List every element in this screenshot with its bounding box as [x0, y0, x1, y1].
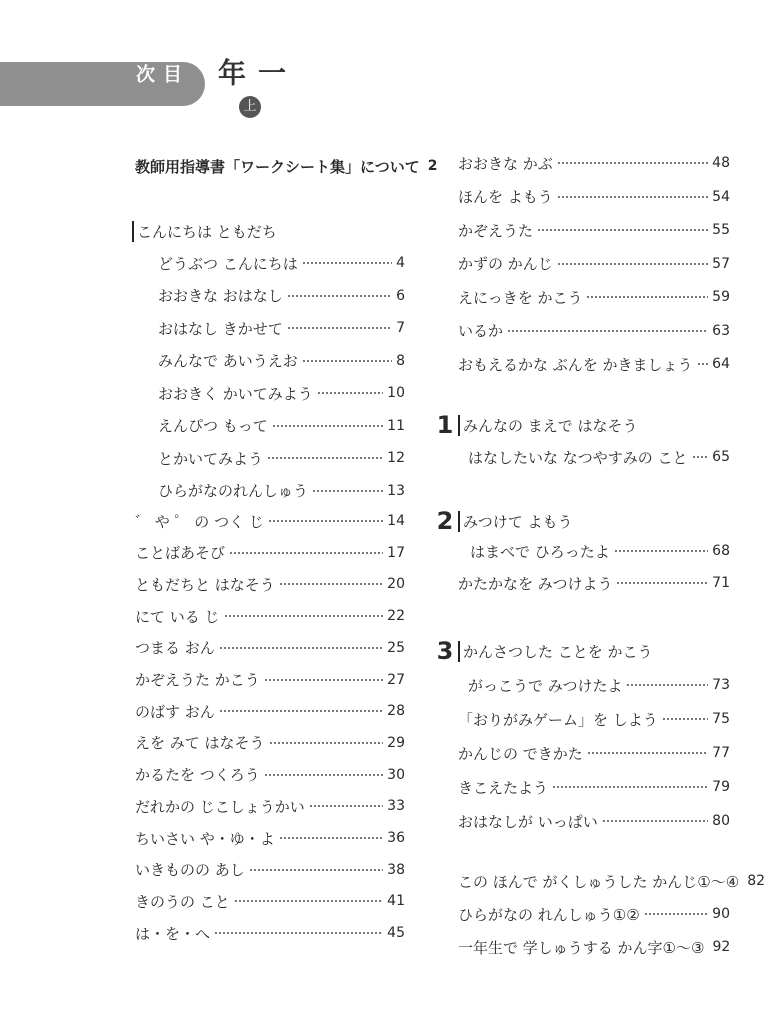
- entry-label: きこえたよう: [458, 778, 549, 797]
- toc-entry[interactable]: [158, 350, 405, 372]
- toc-entry[interactable]: [135, 510, 405, 532]
- entry-page-number: 6: [396, 287, 405, 304]
- toc-entry[interactable]: [135, 890, 405, 912]
- toc-entry[interactable]: [158, 285, 405, 307]
- entry-page-number: 54: [712, 188, 730, 205]
- entry-label: おもえるかな ぶんを かきましょう: [458, 355, 693, 374]
- entry-label: かぞえうた: [458, 221, 534, 240]
- entry-page-number: 75: [712, 711, 730, 727]
- leader-dots: [312, 490, 383, 492]
- entry-label: はまべで ひろったよ: [470, 542, 610, 561]
- entry-label: この ほんで がくしゅうした かんじ①〜④: [458, 872, 740, 891]
- toc-entry[interactable]: [135, 637, 405, 659]
- leader-dots: [692, 456, 709, 458]
- section-heading-1: [436, 412, 638, 438]
- leader-dots: [302, 360, 392, 362]
- entry-label: かぞえうた かこう: [135, 671, 260, 689]
- entry-page-number: 10: [387, 385, 405, 401]
- leader-dots: [614, 550, 708, 552]
- intro-entry[interactable]: [135, 155, 438, 177]
- toc-entry[interactable]: [135, 700, 405, 722]
- entry-label: ちいさい や・ゆ・よ: [135, 829, 275, 848]
- entry-page-number: 41: [387, 893, 405, 910]
- leader-dots: [557, 196, 708, 198]
- leader-dots: [507, 330, 708, 332]
- entry-label: とかいてみよう: [158, 449, 264, 468]
- leader-dots: [269, 742, 384, 744]
- entry-page-number: 8: [396, 352, 405, 369]
- toc-entry[interactable]: [458, 810, 730, 832]
- toc-entry[interactable]: [158, 447, 405, 469]
- toc-entry[interactable]: [158, 415, 405, 437]
- section-heading-label: こんにちは ともだち: [132, 221, 277, 242]
- toc-entry[interactable]: [458, 742, 730, 764]
- entry-label: みんなで あいうえお: [158, 352, 298, 370]
- toc-title: 目次: [133, 64, 182, 89]
- toc-entry[interactable]: [468, 674, 730, 696]
- entry-page-number: 11: [387, 417, 405, 434]
- toc-entry[interactable]: [458, 219, 730, 241]
- entry-label: えにっきを かこう: [458, 288, 583, 307]
- entry-page-number: 90: [712, 906, 730, 922]
- leader-dots: [552, 786, 708, 788]
- leader-dots: [224, 615, 384, 617]
- entry-label: かずの かんじ: [458, 255, 553, 273]
- entry-page-number: 38: [387, 861, 405, 878]
- entry-page-number: 55: [712, 222, 730, 238]
- entry-page-number: 57: [712, 255, 730, 272]
- entry-label: いるか: [458, 322, 504, 340]
- entry-page-number: 92: [712, 939, 731, 955]
- section-number: 3: [436, 637, 454, 665]
- section-number: 2: [436, 507, 454, 535]
- leader-dots: [229, 552, 383, 554]
- entry-page-number: 73: [712, 677, 730, 693]
- leader-dots: [287, 327, 392, 329]
- entry-label: おおきな かぶ: [458, 154, 553, 173]
- entry-label: かたかなを みつけよう: [458, 574, 613, 593]
- leader-dots: [272, 425, 383, 427]
- entry-label: ほんを よもう: [458, 188, 553, 206]
- entry-page-number: 13: [387, 482, 405, 499]
- volume-badge: 上: [239, 96, 261, 118]
- leader-dots: [616, 582, 708, 584]
- section-heading-label: かんさつした ことを かこう: [458, 641, 653, 662]
- section-heading-label: みつけて よもう: [458, 511, 572, 532]
- toc-entry[interactable]: [135, 732, 405, 754]
- entry-page-number: 20: [387, 576, 405, 593]
- entry-label: ともだちと はなそう: [135, 575, 275, 594]
- toc-entry[interactable]: [135, 795, 405, 817]
- section-heading-2: [436, 508, 572, 534]
- section-heading-3: [436, 638, 653, 664]
- leader-dots: [317, 392, 383, 394]
- entry-label: おおきく かいてみよう: [158, 384, 313, 403]
- entry-page-number: 71: [712, 575, 730, 591]
- toc-entry[interactable]: [135, 669, 405, 691]
- entry-page-number: 64: [712, 356, 730, 372]
- entry-label: えを みて はなそう: [135, 734, 265, 753]
- toc-entry[interactable]: [158, 480, 405, 502]
- leader-dots: [309, 805, 383, 807]
- leader-dots: [267, 457, 383, 459]
- entry-page-number: 17: [387, 544, 405, 561]
- entry-label: のばす おん: [135, 702, 215, 721]
- leader-dots: [537, 229, 708, 231]
- leader-dots: [602, 820, 708, 822]
- entry-page-number: 4: [396, 255, 405, 271]
- toc-entry[interactable]: [458, 286, 730, 308]
- toc-entry[interactable]: [458, 903, 730, 925]
- toc-entry[interactable]: [158, 382, 405, 404]
- leader-dots: [219, 647, 383, 649]
- entry-label: ひらがなの れんしゅう①②: [458, 905, 640, 924]
- entry-page-number: 7: [396, 320, 405, 336]
- leader-dots: [249, 869, 383, 871]
- entry-label: 教師用指導書「ワークシート集」について: [135, 157, 420, 176]
- toc-entry[interactable]: [458, 253, 730, 275]
- entry-label: どうぶつ こんにちは: [158, 254, 298, 273]
- toc-entry[interactable]: [135, 605, 405, 627]
- leader-dots: [644, 913, 709, 915]
- grade-label-group: [214, 58, 287, 118]
- entry-label: えんぴつ もって: [158, 417, 268, 435]
- entry-label: ことばあそび: [135, 544, 226, 563]
- leader-dots: [279, 583, 383, 585]
- toc-entry[interactable]: [458, 870, 766, 892]
- leader-dots: [557, 162, 708, 164]
- entry-page-number: 65: [712, 449, 730, 465]
- leader-dots: [268, 520, 383, 522]
- entry-page-number: 25: [387, 639, 405, 656]
- entry-page-number: 14: [387, 513, 405, 529]
- toc-entry[interactable]: [135, 922, 405, 944]
- leader-dots: [219, 710, 383, 712]
- entry-page-number: 28: [387, 703, 405, 720]
- entry-label: かんじの できかた: [458, 744, 583, 763]
- entry-label: おはなし きかせて: [158, 319, 283, 338]
- toc-entry[interactable]: [158, 317, 405, 339]
- entry-page-number: 68: [712, 543, 730, 559]
- toc-entry[interactable]: [458, 572, 730, 594]
- toc-entry[interactable]: [135, 764, 405, 786]
- leader-dots: [234, 900, 383, 902]
- entry-label: きのうの こと: [135, 892, 230, 911]
- section-heading-label: みんなの まえで はなそう: [458, 415, 638, 436]
- toc-entry[interactable]: [470, 540, 730, 562]
- entry-page-number: 27: [387, 671, 405, 688]
- leader-dots: [587, 752, 708, 754]
- entry-page-number: 82: [747, 873, 766, 889]
- toc-entry[interactable]: [468, 446, 730, 468]
- entry-label: かるたを つくろう: [135, 766, 260, 785]
- section-number: 1: [436, 411, 454, 439]
- entry-label: がっこうで みつけたよ: [468, 676, 623, 695]
- toc-entry[interactable]: [458, 320, 730, 342]
- toc-entry[interactable]: [458, 936, 730, 958]
- entry-page-number: 48: [712, 155, 730, 171]
- leader-dots: [586, 296, 708, 298]
- entry-label: はなしたいな なつやすみの こと: [468, 448, 688, 467]
- toc-entry[interactable]: [458, 152, 730, 174]
- leader-dots: [287, 295, 392, 297]
- entry-label: ゛ や ゜ の つく じ: [135, 512, 264, 531]
- entry-page-number: 12: [387, 450, 405, 466]
- entry-page-number: 29: [387, 734, 405, 751]
- toc-entry[interactable]: [135, 827, 405, 849]
- toc-entry[interactable]: [135, 573, 405, 595]
- entry-page-number: 45: [387, 925, 405, 942]
- toc-entry[interactable]: [135, 542, 405, 564]
- toc-entry[interactable]: [135, 859, 405, 881]
- entry-label: 一年生で 学しゅうする かん字①〜③: [458, 938, 705, 957]
- entry-label: おおきな おはなし: [158, 287, 283, 305]
- entry-page-number: 59: [712, 289, 730, 305]
- leader-dots: [214, 932, 383, 934]
- entry-page-number: 33: [387, 798, 405, 815]
- entry-page-number: 80: [712, 813, 730, 829]
- entry-label: いきものの あし: [135, 861, 245, 880]
- entry-label: だれかの じこしょうかい: [135, 797, 305, 816]
- toc-entry[interactable]: [458, 353, 730, 375]
- leader-dots: [697, 363, 709, 365]
- entry-page-number: 63: [712, 322, 730, 339]
- leader-dots: [264, 679, 383, 681]
- entry-page-number: 22: [387, 608, 405, 625]
- entry-label: 「おりがみゲーム」を しよう: [458, 710, 658, 729]
- entry-page-number: 79: [712, 779, 730, 795]
- entry-label: つまる おん: [135, 639, 215, 658]
- leader-dots: [662, 718, 708, 720]
- entry-label: にて いる じ: [135, 607, 220, 626]
- entry-label: は・を・へ: [135, 924, 211, 943]
- toc-entry[interactable]: [458, 776, 730, 798]
- entry-page-number: 77: [712, 745, 730, 761]
- entry-page-number: 36: [387, 830, 405, 846]
- leader-dots: [557, 263, 708, 265]
- leader-dots: [302, 262, 392, 264]
- entry-page-number: 30: [387, 766, 405, 783]
- grade-label: 一年: [214, 58, 287, 86]
- section-heading-0: [132, 218, 277, 244]
- toc-entry[interactable]: [458, 708, 730, 730]
- entry-page-number: 2: [427, 158, 438, 174]
- leader-dots: [279, 837, 383, 839]
- leader-dots: [264, 774, 383, 776]
- toc-entry[interactable]: [458, 186, 730, 208]
- entry-label: ひらがなのれんしゅう: [158, 482, 309, 500]
- leader-dots: [626, 684, 708, 686]
- entry-label: おはなしが いっぱい: [458, 812, 598, 831]
- toc-entry[interactable]: [158, 252, 405, 274]
